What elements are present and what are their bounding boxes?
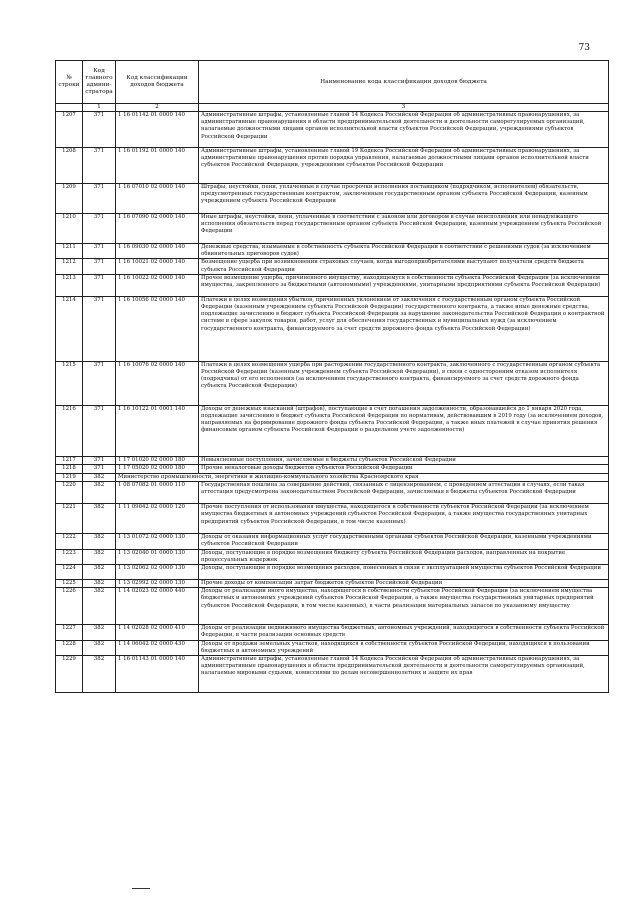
admin-code: 371 [83, 148, 116, 184]
admin-code: 382 [83, 534, 116, 549]
admin-code: 371 [83, 244, 116, 259]
table-row [56, 465, 609, 474]
row-number: 1221 [56, 504, 83, 534]
classification-code: 1 13 02040 01 0000 130 [116, 549, 199, 564]
header-row-no: № строки [56, 61, 83, 104]
department-name: Министерство промышленности, энергетики и жилищно-коммунального хозяйства Красноярского края [116, 474, 609, 482]
admin-code: 382 [83, 482, 116, 504]
admin-code: 371 [83, 361, 116, 405]
classification-code: 1 17 05020 02 0000 180 [116, 465, 199, 474]
header-col-2: 2 [116, 104, 199, 112]
income-name: Административные штрафы, установленные главой 14 Кодекса Российской Федерации об административных правонарушениях, за административные правонарушения в области предпринимательской деятельности и деятельности саморегулируемых организаций, налагаемые должностными лицами органов исполнительной власти субъектов Российской Федерации, учреждениями субъектов Российской Федерации [199, 112, 609, 148]
table-row [56, 640, 609, 655]
table-row [56, 112, 609, 148]
row-number: 1219 [56, 474, 83, 482]
admin-code: 371 [83, 296, 116, 361]
row-number: 1208 [56, 148, 83, 184]
classification-code: 1 13 02992 02 0000 130 [116, 580, 199, 588]
row-number: 1217 [56, 456, 83, 464]
row-number: 1216 [56, 405, 83, 456]
income-name: Доходы от реализации недвижимого имущества бюджетных, автономных учреждений, находящегося в собственности субъекта Российской Федерации, в части реализации основных средств [199, 625, 609, 640]
income-name: Доходы от денежных взысканий (штрафов), поступающие в счет погашения задолженности, образовавшейся до 1 января 2020 года, подлежащие зачислению в бюджет субъекта Российской Федерации по нормативам, действовавшим в 2019 году (за исключением доходов, направляемых на формирование дорожного фонда субъекта Российской Федерации, а также иных платежей в случае принятия решения финансовым органом субъекта Российской Федерации о раздельном учете задолженности) [199, 405, 609, 456]
admin-code: 382 [83, 474, 116, 482]
admin-code: 371 [83, 456, 116, 464]
admin-code: 371 [83, 259, 116, 274]
classification-code: 1 13 02062 02 0000 130 [116, 565, 199, 580]
table-row [56, 274, 609, 296]
table-row [56, 296, 609, 361]
row-number: 1211 [56, 244, 83, 259]
row-number: 1213 [56, 274, 83, 296]
table-row [56, 534, 609, 549]
header-admin-code: Код главного админи-стратора [83, 61, 116, 104]
row-number: 1225 [56, 580, 83, 588]
table-row [56, 588, 609, 625]
table-row [56, 474, 609, 482]
row-number: 1212 [56, 259, 83, 274]
classification-code: 1 16 10022 02 0000 140 [116, 274, 199, 296]
admin-code: 382 [83, 588, 116, 625]
income-name: Прочие доходы от компенсации затрат бюджетов субъектов Российской Федерации [199, 580, 609, 588]
classification-code: 1 16 09030 02 0000 140 [116, 244, 199, 259]
income-name: Невыясненные поступления, зачисляемые в бюджеты субъектов Российской Федерации [199, 456, 609, 464]
row-number: 1228 [56, 640, 83, 655]
admin-code: 382 [83, 565, 116, 580]
classification-code: 1 11 09042 02 0000 120 [116, 504, 199, 534]
income-name: Штрафы, неустойки, пени, уплаченные в случае просрочки исполнения поставщиком (подрядчиком, исполнителем) обязательств, предусмотренных государственным контрактом, заключенным государственным органом субъекта Российской Федерации, казенным учреждением субъекта Российской Федерации [199, 184, 609, 214]
income-name: Доходы, поступающие в порядке возмещения бюджету субъекта Российской Федерации расходов, направленных на покрытие процессуальных издержек [199, 549, 609, 564]
income-name: Денежные средства, изымаемые в собственность субъекта Российской Федерации в соответствии с решениями судов (за исключением обвинительных приговоров судов) [199, 244, 609, 259]
income-name: Прочие поступления от использования имущества, находящегося в собственности субъектов Российской Федерации (за исключением имущества бюджетных и автономных учреждений субъектов Российской Федерации, а также имущества государственных унитарных предприятий субъектов Российской Федерации, в том числе казенных) [199, 504, 609, 534]
classification-code: 1 17 01020 02 0000 180 [116, 456, 199, 464]
admin-code: 371 [83, 274, 116, 296]
table-row [56, 565, 609, 580]
income-name: Государственная пошлина за совершение действий, связанных с лицензированием, с проведением аттестации в случаях, если такая аттестация предусмотрена законодательством Российской Федерации, зачисляемая в бюджеты субъектов Российской Федерации [199, 482, 609, 504]
income-name: Иные штрафы, неустойки, пени, уплаченные в соответствии с законом или договором в случае неисполнения или ненадлежащего исполнения обязательств перед государственным органом субъекта Российской Федерации, казенным учреждением субъекта Российской Федерации [199, 214, 609, 244]
income-name: Платежи в целях возмещения убытков, причиненных уклонением от заключения с государственным органом субъекта Российской Федерации (казенным учреждением субъекта Российской Федерации) государственного контракта, а также иные денежные средства, подлежащие зачислению в бюджет субъекта Российской Федерации за нарушение законодательства Российской Федерации о контрактной системе в сфере закупок товаров, работ, услуг для обеспечения государственных и муниципальных нужд (за исключением государственного контракта, финансируемого за счет средств дорожного фонда субъекта Российской Федерации) [199, 296, 609, 361]
row-number: 1209 [56, 184, 83, 214]
income-name: Прочее возмещение ущерба, причиненного имуществу, находящемуся в собственности субъекта Российской Федерации (за исключением имущества, закрепленного за бюджетными (автономными) учреждениями, унитарными предприятиями субъекта Российской Федерации) [199, 274, 609, 296]
admin-code: 382 [83, 640, 116, 655]
admin-code: 382 [83, 580, 116, 588]
income-name: Прочие неналоговые доходы бюджетов субъектов Российской Федерации [199, 465, 609, 474]
table-row [56, 456, 609, 464]
table-row [56, 214, 609, 244]
row-number: 1226 [56, 588, 83, 625]
table-row [56, 656, 609, 693]
table-row [56, 504, 609, 534]
table-row [56, 482, 609, 504]
table-body [56, 112, 609, 693]
row-number: 1215 [56, 361, 83, 405]
row-number: 1229 [56, 656, 83, 693]
admin-code: 371 [83, 184, 116, 214]
classification-code: 1 13 01072 02 0000 130 [116, 534, 199, 549]
income-name: Платежи в целях возмещения ущерба при расторжении государственного контракта, заключенного с государственным органом субъекта Российской Федерации (казенным учреждением субъекта Российской Федерации), в связи с односторонним отказом исполнителя (подрядчика) от его исполнения (за исключением государственного контракта, финансируемого за счет средств дорожного фонда субъекта Российской Федерации) [199, 361, 609, 405]
admin-code: 382 [83, 625, 116, 640]
row-number: 1224 [56, 565, 83, 580]
admin-code: 382 [83, 656, 116, 693]
table-row [56, 405, 609, 456]
classification-code: 1 16 07090 02 0000 140 [116, 214, 199, 244]
admin-code: 371 [83, 405, 116, 456]
classification-code: 1 16 07010 02 0000 140 [116, 184, 199, 214]
table-row [56, 361, 609, 405]
classification-code: 1 08 07082 01 0000 110 [116, 482, 199, 504]
classification-code: 1 16 01142 01 0000 140 [116, 112, 199, 148]
table-row [56, 244, 609, 259]
income-name: Возмещение ущерба при возникновении страховых случаев, когда выгодоприобретателями выступают получатели средств бюджета субъекта Российской Федерации [199, 259, 609, 274]
revenue-classification-table [55, 60, 609, 693]
classification-code: 1 16 10021 02 0000 140 [116, 259, 199, 274]
page-number: 73 [578, 43, 590, 53]
header-class-code: Код классификации доходов бюджета [116, 61, 199, 104]
header-col-1b: 1 [83, 104, 116, 112]
income-name: Доходы от реализации иного имущества, находящегося в собственности субъектов Российской Федерации (за исключением имущества бюджетных и автономных учреждений субъектов Российской Федерации, а также имущества государственных унитарных предприятий субъектов Российской Федерации, в том числе казенных), в части реализации материальных запасов по указанному имуществу [199, 588, 609, 625]
income-name: Доходы, поступающие в порядке возмещения расходов, понесенных в связи с эксплуатацией имущества субъектов Российской Федерации [199, 565, 609, 580]
income-name: Доходы от продажи земельных участков, находящихся в собственности субъектов Российской Федерации, находящихся в пользовании бюджетных и автономных учреждений [199, 640, 609, 655]
income-name: Административные штрафы, установленные главой 14 Кодекса Российской Федерации об административных правонарушениях, за административные правонарушения в области предпринимательской деятельности и деятельности саморегулируемых организаций, налагаемые мировыми судьями, комиссиями по делам несовершеннолетних и защите их прав [199, 656, 609, 693]
table-row [56, 625, 609, 640]
classification-code: 1 14 06042 02 0000 430 [116, 640, 199, 655]
classification-code: 1 16 10076 02 0000 140 [116, 361, 199, 405]
header-col-3: 3 [199, 104, 609, 112]
table-row [56, 184, 609, 214]
header-name: Наименование кода классификации доходов бюджета [199, 61, 609, 104]
footer-mark [132, 888, 150, 889]
income-name: Административные штрафы, установленные главой 19 Кодекса Российской Федерации об административных правонарушениях, за административные правонарушения против порядка управления, налагаемые должностными лицами органов исполнительной власти субъектов Российской Федерации, учреждениями субъектов Российской Федерации [199, 148, 609, 184]
row-number: 1223 [56, 549, 83, 564]
table-row [56, 580, 609, 588]
header-col-1 [56, 104, 83, 112]
row-number: 1214 [56, 296, 83, 361]
classification-code: 1 16 01143 01 0000 140 [116, 656, 199, 693]
classification-code: 1 14 02023 02 0000 440 [116, 588, 199, 625]
admin-code: 382 [83, 504, 116, 534]
table-row [56, 148, 609, 184]
table-row [56, 549, 609, 564]
row-number: 1222 [56, 534, 83, 549]
classification-code: 1 16 10056 02 0000 140 [116, 296, 199, 361]
admin-code: 371 [83, 465, 116, 474]
income-name: Доходы от оказания информационных услуг государственными органами субъектов Российской Федерации, казенными учреждениями субъектов Российской Федерации [199, 534, 609, 549]
admin-code: 371 [83, 214, 116, 244]
row-number: 1227 [56, 625, 83, 640]
classification-code: 1 16 10122 01 0001 140 [116, 405, 199, 456]
admin-code: 382 [83, 549, 116, 564]
classification-code: 1 16 01192 01 0000 140 [116, 148, 199, 184]
row-number: 1218 [56, 465, 83, 474]
classification-code: 1 14 02028 02 0000 410 [116, 625, 199, 640]
row-number: 1210 [56, 214, 83, 244]
row-number: 1207 [56, 112, 83, 148]
row-number: 1220 [56, 482, 83, 504]
admin-code: 371 [83, 112, 116, 148]
table-row [56, 259, 609, 274]
